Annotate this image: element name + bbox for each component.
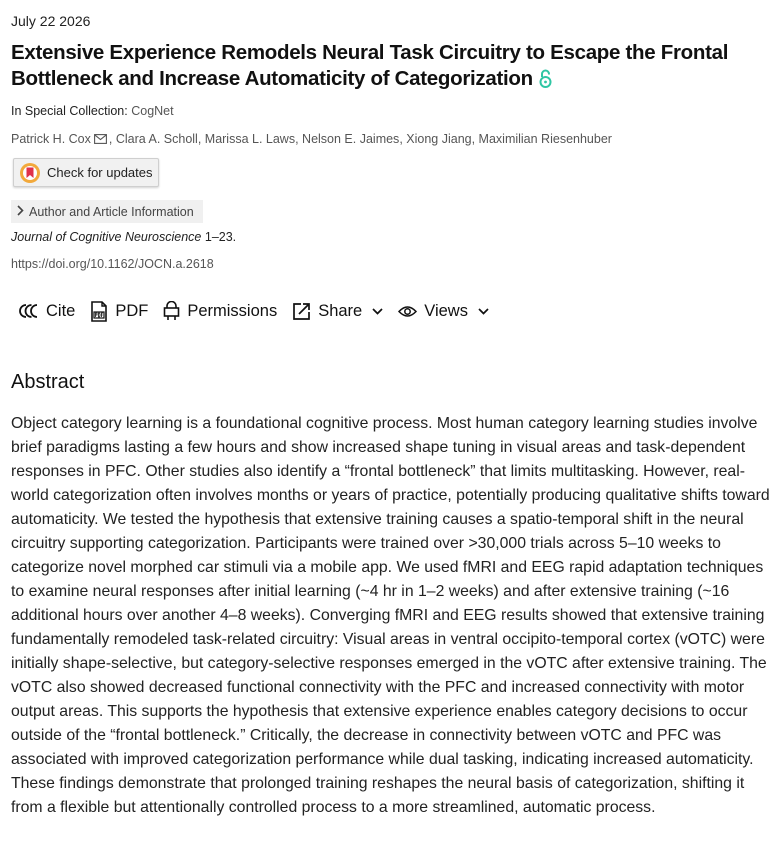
- check-for-updates-button[interactable]: [13, 158, 159, 187]
- views-label: Views: [424, 301, 468, 320]
- author-name[interactable]: Clara A. Scholl: [115, 132, 198, 146]
- author-name[interactable]: Xiong Jiang: [406, 132, 472, 146]
- author-list: [11, 132, 612, 147]
- chevron-down-icon: [478, 308, 489, 315]
- author-name[interactable]: Patrick H. Cox: [11, 132, 91, 146]
- open-lock-icon: [539, 69, 552, 95]
- author-name[interactable]: Maximilian Riesenhuber: [478, 132, 612, 146]
- journal-pages: 1–23.: [201, 230, 237, 244]
- article-toolbar: [18, 298, 504, 324]
- pdf-file-icon: [90, 301, 108, 322]
- cite-button[interactable]: [18, 302, 75, 321]
- permissions-label: Permissions: [187, 301, 278, 320]
- collection-label: In Special Collection:: [11, 104, 128, 118]
- article-title-text: Extensive Experience Remodels Neural Task Circuitry to Escape the Frontal Bottleneck and Increase Automaticity of Categorization: [11, 41, 729, 90]
- copyright-badge-icon: [163, 301, 180, 321]
- author-name[interactable]: Nelson E. Jaimes: [302, 132, 400, 146]
- share-label: Share: [318, 301, 363, 320]
- journal-citation: [11, 230, 236, 244]
- permissions-button[interactable]: [163, 301, 277, 321]
- author-name[interactable]: Marissa L. Laws: [204, 132, 296, 146]
- abstract-text: Object category learning is a foundational cognitive process. Most human category learning studies involve brief paradigms lasting a few hours and show increased shape tuning in visual areas and task-dependent responses in PFC. Other studies also identify a “frontal bottleneck” that limits multitasking. However, real-world categorization often involves months or years of practice, potentially producing qualitative shifts toward automaticity. We tested the hypothesis that extensive training causes a spatio-temporal shift in the neural circuitry supporting categorization. Participants were trained over >30,000 trials across 5–10 weeks to categorize novel morphed car stimuli via a mobile app. We used fMRI and EEG rapid adaptation techniques to examine neural responses after initial learning (~4 hr in 1–2 weeks) and after extensive training (~16 additional hours over another 4–8 weeks). Converging fMRI and EEG results showed that extensive training fundamentally remodeled task-related circuitry: Visual areas in ventral occipito-temporal cortex (vOTC) were initially shape-selective, but category-selective responses emerged in the vOTC after extensive training. The vOTC also showed decreased functional connectivity with the PFC and increased connectivity with motor output areas. This supports the hypothesis that extensive experience enables category decisions to occur outside of the “frontal bottleneck.” Critically, the decrease in connectivity between vOTC and PFC was associated with improved categorization performance while dual tasking, indicating increased automaticity. These findings demonstrate that prolonged training reshapes the neural basis of categorization, shifting it from a flexible but attentionally controlled process to a more streamlined, automatic process.: [11, 415, 770, 816]
- author-separator: ,: [295, 132, 303, 146]
- chevron-down-icon: [372, 308, 383, 315]
- check-for-updates-label: Check for updates: [47, 165, 153, 180]
- doi-link[interactable]: https://doi.org/10.1162/JOCN.a.2618: [11, 257, 214, 271]
- pdf-label: PDF: [115, 301, 149, 320]
- publication-date: July 22 2026: [11, 13, 91, 29]
- crossmark-icon: [19, 162, 41, 184]
- author-info-label: Author and Article Information: [29, 204, 194, 219]
- collection-link[interactable]: CogNet: [131, 104, 174, 118]
- share-arrow-icon: [292, 302, 311, 321]
- article-title: [11, 40, 771, 95]
- share-button[interactable]: [292, 302, 383, 321]
- mail-icon[interactable]: [94, 133, 107, 147]
- chevron-right-icon: [17, 205, 24, 219]
- author-info-toggle[interactable]: [11, 200, 203, 223]
- author-separator: ,: [399, 132, 407, 146]
- author-separator: ,: [108, 132, 116, 146]
- abstract-heading: Abstract: [11, 371, 85, 393]
- pdf-button[interactable]: [90, 301, 148, 322]
- views-button[interactable]: [398, 302, 489, 321]
- journal-name: Journal of Cognitive Neuroscience: [11, 230, 202, 244]
- cite-label: Cite: [46, 301, 76, 320]
- special-collection: [11, 104, 174, 118]
- author-separator: ,: [197, 132, 205, 146]
- quote-icon: [18, 303, 39, 319]
- author-separator: ,: [471, 132, 479, 146]
- eye-icon: [398, 305, 417, 318]
